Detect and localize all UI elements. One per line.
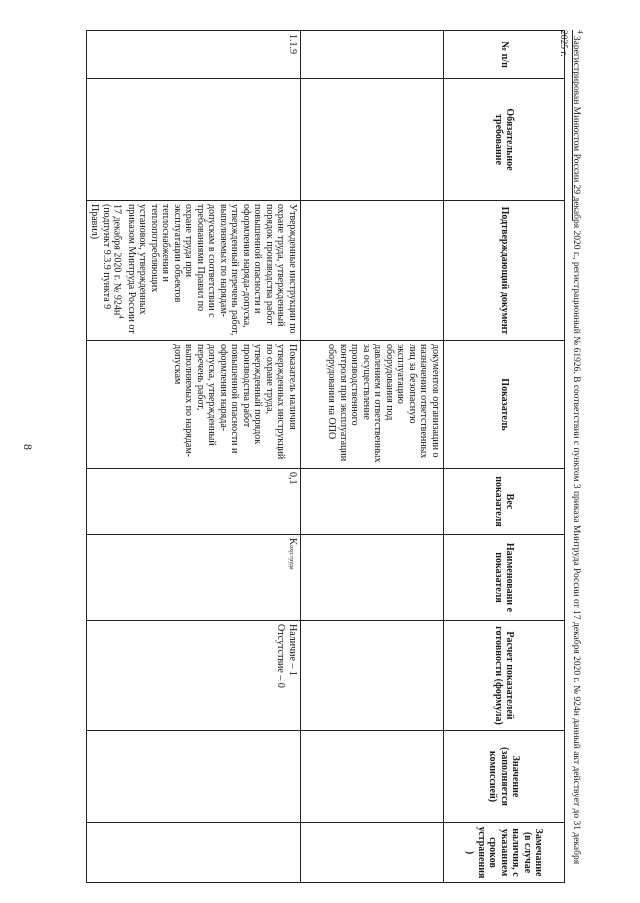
- formula-line-presence: Наличие – 1: [287, 624, 298, 676]
- cell-value: [301, 731, 444, 823]
- header-remark: Замечание (в случае наличия, с указанием сроков устранения): [444, 823, 565, 883]
- header-requirement: Обязательное требование: [444, 79, 565, 201]
- cell-value: [86, 731, 300, 823]
- cell-document: [301, 201, 444, 341]
- indicator-symbol-subscript: охр.труда: [288, 545, 294, 570]
- header-weight: Вес показателя: [444, 469, 565, 535]
- table-row: [301, 31, 444, 883]
- cell-name: [86, 535, 300, 621]
- header-name: Наименовани е показателя: [444, 535, 565, 621]
- cell-requirement: [86, 79, 300, 201]
- cell-formula: [301, 621, 444, 731]
- cell-formula: [86, 621, 300, 731]
- cell-indicator: Показатель наличия утвержденных инструкций по охране труда, утвержденный порядок производства работ повышенной опасности и оформления наряда-допуска, утвержденный перечень работ, выполняемых по нарядам-допускам: [86, 341, 300, 469]
- cell-requirement: [301, 79, 444, 201]
- cell-remark: [301, 823, 444, 883]
- cell-remark: [86, 823, 300, 883]
- footnote-text: Зарегистрирован Минюстом России 29 декабря 2020 г., регистрационный № 61926. В соответствии с пунктом 3 приказа Минтруда России от 17 декабря 2020 г. № 924н данный акт действует до 31 декабря 2025 г.: [558, 30, 581, 865]
- requirements-table: [86, 30, 565, 883]
- formula-line-absence: Отсутствие – 0: [275, 624, 287, 688]
- footnote-mark: 4: [576, 30, 584, 34]
- cell-weight: 0,1: [86, 469, 300, 535]
- document-text: Утвержденные инструкции по охране труда, утвержденный порядок производства работ повышенной опасности и оформления наряда-допуска, утвержденный перечень работ, выполняемых по нарядам-допускам в соответствии с требованиями Правил по охране труда при эксплуатации объектов теплоснабжения и теплопотребляющих установок, утвержденных приказом Минтруда России от 17 декабря 2020 г. № 924н: [112, 204, 298, 336]
- table-row: [86, 31, 300, 883]
- indicator-symbol: K: [287, 538, 298, 546]
- document-sheet: [89, 30, 565, 882]
- document-tail: (подпункт 9.3.9 пункта 9 Правил): [89, 204, 112, 310]
- cell-weight: [301, 469, 444, 535]
- header-value: Значение (заполняется комиссией): [444, 731, 565, 823]
- cell-num: 1.1.9: [86, 31, 300, 79]
- page-number: 8: [21, 444, 35, 450]
- header-document: Подтверждающий документ: [444, 201, 565, 341]
- cell-num: [301, 31, 444, 79]
- footnote: [544, 30, 584, 882]
- cell-indicator: документов организации о назначении ответственных лиц за безопасную эксплуатацию оборудования под давлением и ответственных за осуществление производственного контроля при эксплуатации оборудования на ОПО: [301, 341, 444, 469]
- header-num: № п/п: [444, 31, 565, 79]
- footnote-reference: 4: [117, 315, 126, 319]
- cell-document: [86, 201, 300, 341]
- header-formula: Расчет показателей готовности (формула): [444, 621, 565, 731]
- header-indicator: Показатель: [444, 341, 565, 469]
- cell-name: [301, 535, 444, 621]
